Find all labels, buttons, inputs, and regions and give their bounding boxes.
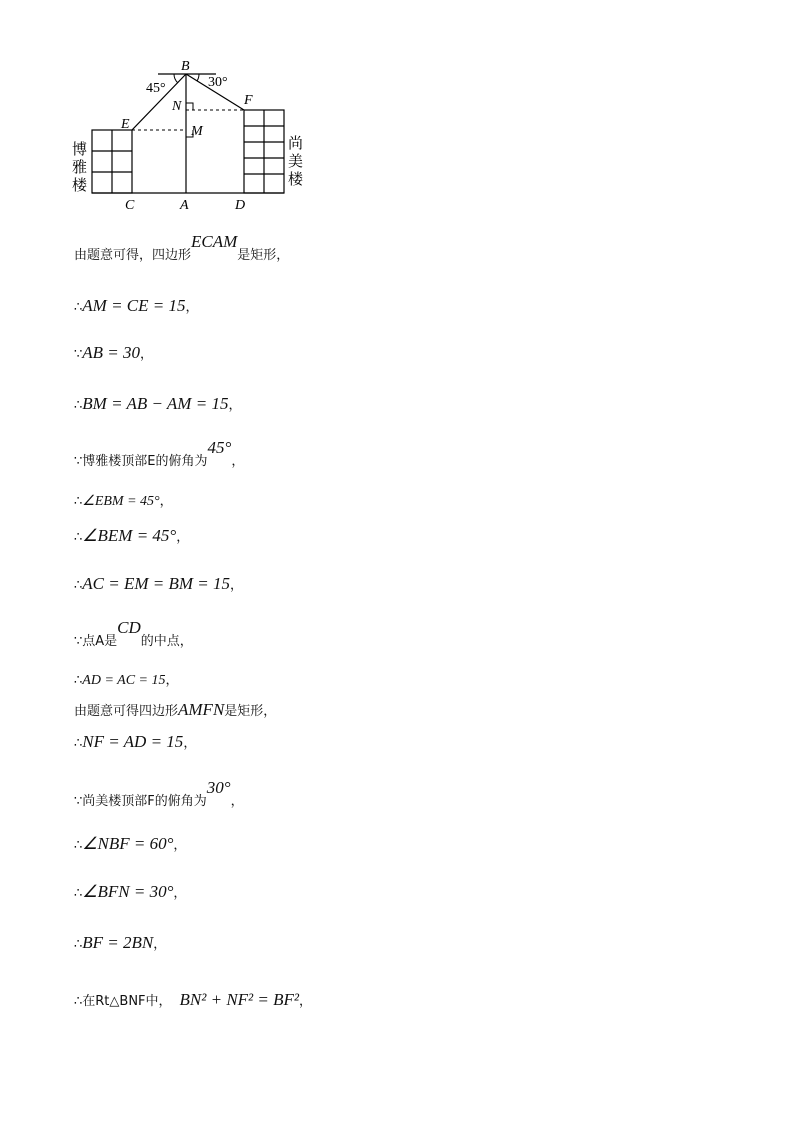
line-text: ， xyxy=(228,398,242,413)
geometry-diagram xyxy=(68,58,318,218)
line-text: ， xyxy=(159,494,173,509)
line-math: ∠EBM = 45° xyxy=(82,494,160,509)
left-building xyxy=(92,130,132,193)
solution-line-6 xyxy=(74,490,173,512)
label-m: M xyxy=(191,124,203,139)
line-math: AD = AC = 15 xyxy=(82,673,166,688)
line-text: ， xyxy=(230,794,244,809)
line-math: ∠BEM = 45° xyxy=(82,526,177,545)
solution-line-13 xyxy=(74,778,244,812)
line-math: NF = AD = 15 xyxy=(82,732,184,751)
therefore-symbol: ∴ xyxy=(74,937,83,952)
line-text: ∵点A是 xyxy=(74,634,118,649)
angle-arc-left xyxy=(174,74,178,83)
solution-line-11 xyxy=(74,700,276,722)
therefore-symbol: ∴ xyxy=(74,578,83,593)
solution-line-7 xyxy=(74,526,189,548)
line-math: ∠BFN = 30° xyxy=(82,882,174,901)
line-text: 是矩形， xyxy=(224,704,277,719)
line-math: AMFN xyxy=(178,700,225,719)
solution-line-16 xyxy=(74,933,166,955)
line-math: BM = AB − AM = 15 xyxy=(82,394,229,413)
left-building-char-3: 楼 xyxy=(72,178,88,194)
left-building-char-2: 雅 xyxy=(72,160,88,176)
label-f: F xyxy=(244,93,253,108)
line-math: AB = 30 xyxy=(82,343,141,362)
line-text: ∴在Rt△BNF中， xyxy=(74,994,172,1009)
solution-line-8 xyxy=(74,574,243,596)
line-text: ， xyxy=(173,838,187,853)
right-angle-n xyxy=(186,103,193,110)
solution-line-12 xyxy=(74,732,196,754)
therefore-symbol: ∴ xyxy=(74,494,83,509)
right-building xyxy=(244,110,284,193)
line-math: AM = CE = 15 xyxy=(82,296,186,315)
label-angle-right: 30° xyxy=(208,75,228,90)
therefore-symbol: ∴ xyxy=(74,736,83,751)
line-text: ， xyxy=(153,937,167,952)
solution-line-10 xyxy=(74,669,179,691)
line-math: BN² + NF² = BF² xyxy=(179,990,299,1009)
right-building-char-2: 美 xyxy=(288,154,304,170)
line-text: ， xyxy=(183,736,197,751)
line-text: 由题意可得，四边形 xyxy=(74,248,192,263)
because-symbol: ∵ xyxy=(74,347,83,362)
right-building-char-3: 楼 xyxy=(288,172,304,188)
line-math: ∠NBF = 60° xyxy=(82,834,174,853)
label-d: D xyxy=(235,198,246,213)
label-n: N xyxy=(172,99,182,114)
line-text: ∵博雅楼顶部E的俯角为 xyxy=(74,454,208,469)
line-text: ， xyxy=(165,673,179,688)
solution-line-2 xyxy=(74,296,199,318)
line-text: 由题意可得四边形 xyxy=(74,704,179,719)
line-text: ， xyxy=(173,886,187,901)
therefore-symbol: ∴ xyxy=(74,530,83,545)
line-math: 30° xyxy=(206,778,231,797)
line-text: 是矩形， xyxy=(237,248,290,263)
solution-line-5 xyxy=(74,438,245,472)
line-text: ， xyxy=(176,530,190,545)
line-text: ∵尚美楼顶部F的俯角为 xyxy=(74,794,207,809)
line-text: ， xyxy=(231,454,245,469)
therefore-symbol: ∴ xyxy=(74,673,83,688)
left-building-char-1: 博 xyxy=(72,142,88,158)
therefore-symbol: ∴ xyxy=(74,300,83,315)
line-text: ， xyxy=(185,300,199,315)
line-math: AC = EM = BM = 15 xyxy=(82,574,231,593)
line-math: CD xyxy=(117,618,141,637)
right-building-char-1: 尚 xyxy=(288,136,304,152)
solution-line-17 xyxy=(74,990,312,1012)
solution-line-15 xyxy=(74,882,186,904)
line-text: ， xyxy=(298,994,312,1009)
solution-line-14 xyxy=(74,834,186,856)
line-math: BF = 2BN xyxy=(82,933,154,952)
label-b: B xyxy=(181,59,190,74)
solution-line-1 xyxy=(74,232,290,266)
angle-arc-right xyxy=(197,74,199,81)
label-angle-left: 45° xyxy=(146,81,166,96)
line-text: ， xyxy=(230,578,244,593)
label-e: E xyxy=(121,117,130,132)
therefore-symbol: ∴ xyxy=(74,886,83,901)
label-a: A xyxy=(180,198,189,213)
therefore-symbol: ∴ xyxy=(74,838,83,853)
line-text: 的中点， xyxy=(140,634,193,649)
line-math: ECAM xyxy=(191,232,238,251)
label-c: C xyxy=(125,198,135,213)
line-math: 45° xyxy=(207,438,232,457)
solution-line-3 xyxy=(74,343,153,365)
line-text: ， xyxy=(140,347,154,362)
solution-line-9 xyxy=(74,618,193,652)
therefore-symbol: ∴ xyxy=(74,398,83,413)
solution-line-4 xyxy=(74,394,241,416)
